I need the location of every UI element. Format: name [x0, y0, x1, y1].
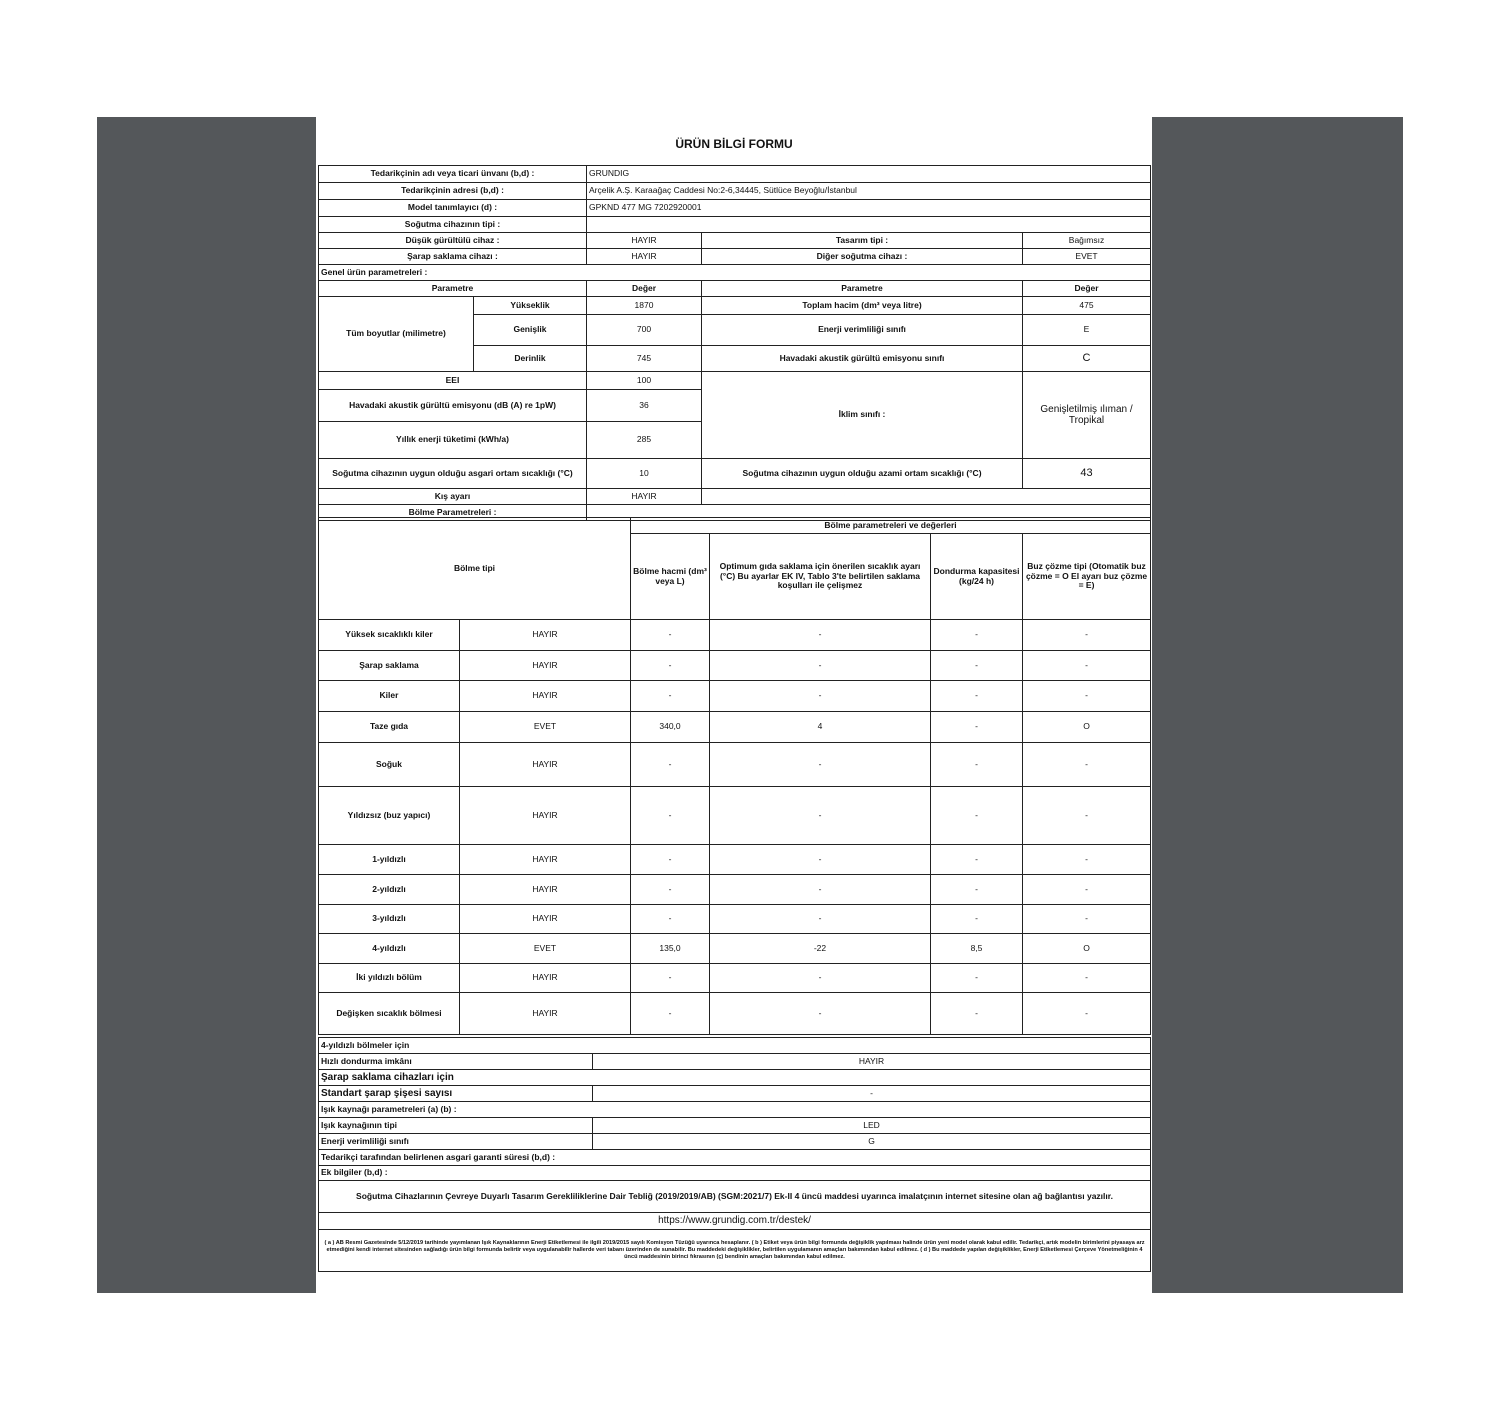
compartment-freeze: - [931, 964, 1023, 993]
compartment-present: HAYIR [460, 905, 631, 934]
light-section-label: Işık kaynağı parametreleri (a) (b) : [319, 1102, 1151, 1118]
compartment-freeze: - [931, 743, 1023, 787]
compartment-name: 3-yıldızlı [319, 905, 460, 934]
general-col-value-right: Değer [1023, 281, 1151, 297]
energy-class-label: Enerji verimliliği sınıfı [702, 315, 1023, 346]
wine-bottles-value: - [593, 1086, 1151, 1102]
compartment-defrost: - [1023, 993, 1151, 1035]
climate-class-value: Genişletilmiş ılıman / Tropikal [1023, 372, 1151, 459]
wine-section-label: Şarap saklama cihazları için [319, 1070, 1151, 1086]
compartment-freeze-header: Dondurma kapasitesi (kg/24 h) [931, 534, 1023, 620]
table-row [319, 620, 1151, 651]
table-row [319, 743, 1151, 787]
model-value: GPKND 477 MG 7202920001 [587, 200, 1151, 217]
compartment-defrost: - [1023, 681, 1151, 712]
compartment-defrost: - [1023, 620, 1151, 651]
compartment-present: EVET [460, 712, 631, 743]
compartment-freeze: - [931, 712, 1023, 743]
compartment-volume: - [631, 651, 710, 681]
compartment-defrost: - [1023, 743, 1151, 787]
low-noise-label: Düşük gürültülü cihaz : [319, 233, 587, 249]
compartment-defrost-header: Buz çözme tipi (Otomatik buz çözme = O El ayarı buz çözme = E) [1023, 534, 1151, 620]
additional-info-table [318, 1037, 1151, 1272]
compartment-name: Taze gıda [319, 712, 460, 743]
compartment-defrost: - [1023, 787, 1151, 845]
depth-value: 745 [587, 346, 702, 372]
max-temp-value: 43 [1023, 459, 1151, 489]
noise-class-label: Havadaki akustik gürültü emisyonu sınıfı [702, 346, 1023, 372]
compartment-freeze: - [931, 787, 1023, 845]
compartment-volume: - [631, 787, 710, 845]
light-class-value: G [593, 1134, 1151, 1150]
compartment-freeze: - [931, 905, 1023, 934]
depth-label: Derinlik [474, 346, 587, 372]
supplier-address-label: Tedarikçinin adresi (b,d) : [319, 183, 587, 200]
compartment-defrost: - [1023, 875, 1151, 905]
compartment-temp: 4 [710, 712, 931, 743]
table-row [319, 681, 1151, 712]
other-appliance-label: Diğer soğutma cihazı : [702, 249, 1023, 265]
compartment-volume: - [631, 681, 710, 712]
compartment-volume: - [631, 620, 710, 651]
compartment-temp: - [710, 964, 931, 993]
compartment-name: 2-yıldızlı [319, 875, 460, 905]
compartment-present: HAYIR [460, 743, 631, 787]
energy-class-value: E [1023, 315, 1151, 346]
compartment-freeze: - [931, 993, 1023, 1035]
table-row [319, 651, 1151, 681]
total-volume-label: Toplam hacim (dm³ veya litre) [702, 297, 1023, 315]
model-label: Model tanımlayıcı (d) : [319, 200, 587, 217]
height-label: Yükseklik [474, 297, 587, 315]
compartment-present: EVET [460, 934, 631, 964]
max-temp-label: Soğutma cihazının uygun olduğu azami ortam sıcaklığı (°C) [702, 459, 1023, 489]
compartment-defrost: - [1023, 905, 1151, 934]
compartment-freeze: 8,5 [931, 934, 1023, 964]
compartment-volume: - [631, 993, 710, 1035]
light-type-value: LED [593, 1118, 1151, 1134]
compartment-group-header: Bölme parametreleri ve değerleri [631, 518, 1151, 534]
compartment-present: HAYIR [460, 875, 631, 905]
extra-info-label: Ek bilgiler (b,d) : [319, 1166, 1151, 1181]
compartment-name: İki yıldızlı bölüm [319, 964, 460, 993]
climate-class-label: İklim sınıfı : [702, 372, 1023, 459]
annual-energy-value: 285 [587, 422, 702, 459]
other-appliance-value: EVET [1023, 249, 1151, 265]
noise-db-value: 36 [587, 390, 702, 422]
compartment-name: Yüksek sıcaklıklı kiler [319, 620, 460, 651]
compartment-temp: - [710, 787, 931, 845]
compartment-temp: - [710, 681, 931, 712]
compartment-temp: -22 [710, 934, 931, 964]
compartment-temp: - [710, 993, 931, 1035]
compartment-name: 4-yıldızlı [319, 934, 460, 964]
compartment-type-header: Bölme tipi [319, 518, 631, 620]
compartment-temp-header: Optimum gıda saklama için önerilen sıcaklık ayarı (°C) Bu ayarlar EK IV, Tablo 3'te belirtilen saklama koşulları ile çelişmez [710, 534, 931, 620]
low-noise-value: HAYIR [587, 233, 702, 249]
compartment-freeze: - [931, 620, 1023, 651]
table-row [319, 993, 1151, 1035]
compartment-temp: - [710, 905, 931, 934]
table-row [319, 934, 1151, 964]
wine-bottles-label: Standart şarap şişesi sayısı [319, 1086, 593, 1102]
compartment-temp: - [710, 620, 931, 651]
supplier-name-label: Tedarikçinin adı veya ticari ünvanı (b,d) : [319, 166, 587, 183]
fast-freeze-value: HAYIR [593, 1054, 1151, 1070]
general-col-param-right: Parametre [702, 281, 1023, 297]
table-row [319, 712, 1151, 743]
compartment-freeze: - [931, 875, 1023, 905]
supplier-address-value: Arçelik A.Ş. Karaağaç Caddesi No:2-6,34445, Sütlüce Beyoğlu/İstanbul [587, 183, 1151, 200]
total-volume-value: 475 [1023, 297, 1151, 315]
compartment-freeze: - [931, 681, 1023, 712]
width-value: 700 [587, 315, 702, 346]
compartment-present: HAYIR [460, 620, 631, 651]
eei-value: 100 [587, 372, 702, 390]
compartment-name: 1-yıldızlı [319, 845, 460, 875]
compartment-present: HAYIR [460, 964, 631, 993]
height-value: 1870 [587, 297, 702, 315]
design-type-label: Tasarım tipi : [702, 233, 1023, 249]
wine-storage-value: HAYIR [587, 249, 702, 265]
extra-info-note: Soğutma Cihazlarının Çevreye Duyarlı Tasarım Gerekliliklerine Dair Tebliğ (2019/2019/AB) (SGM:2021/7) Ek-II 4 üncü maddesi uyarınca imalatçının internet sitesine olan ağ bağlantısı yazılır. [319, 1181, 1151, 1213]
compartment-volume: 340,0 [631, 712, 710, 743]
appliance-type-label: Soğutma cihazının tipi : [319, 217, 587, 233]
compartment-present: HAYIR [460, 681, 631, 712]
compartment-volume: - [631, 743, 710, 787]
compartment-present: HAYIR [460, 787, 631, 845]
table-row [319, 964, 1151, 993]
compartment-temp: - [710, 875, 931, 905]
compartment-volume-header: Bölme hacmi (dm³ veya L) [631, 534, 710, 620]
general-col-param: Parametre [319, 281, 587, 297]
appliance-type-value [587, 217, 1151, 233]
compartment-name: Değişken sıcaklık bölmesi [319, 993, 460, 1035]
min-temp-label: Soğutma cihazının uygun olduğu asgari ortam sıcaklığı (°C) [319, 459, 587, 489]
compartment-volume: - [631, 875, 710, 905]
compartment-temp: - [710, 651, 931, 681]
compartment-defrost: - [1023, 845, 1151, 875]
dimensions-label: Tüm boyutlar (milimetre) [319, 297, 474, 372]
document-page [316, 117, 1152, 1293]
compartment-present: HAYIR [460, 993, 631, 1035]
wine-storage-label: Şarap saklama cihazı : [319, 249, 587, 265]
compartment-name: Yıldızsız (buz yapıcı) [319, 787, 460, 845]
compartment-name: Kiler [319, 681, 460, 712]
warranty-label: Tedarikçi tarafından belirlenen asgari garanti süresi (b,d) : [319, 1150, 1151, 1166]
table-row [319, 905, 1151, 934]
four-star-section-label: 4-yıldızlı bölmeler için [319, 1038, 1151, 1054]
noise-class-value: C [1023, 346, 1151, 372]
page-title: ÜRÜN BİLGİ FORMU [675, 137, 793, 151]
design-type-value: Bağımsız [1023, 233, 1151, 249]
compartment-temp: - [710, 845, 931, 875]
table-row [319, 845, 1151, 875]
general-col-value: Değer [587, 281, 702, 297]
compartment-defrost: - [1023, 964, 1151, 993]
support-url[interactable]: https://www.grundig.com.tr/destek/ [319, 1213, 1151, 1230]
compartment-freeze: - [931, 845, 1023, 875]
compartment-defrost: O [1023, 712, 1151, 743]
compartment-name: Şarap saklama [319, 651, 460, 681]
winter-setting-label: Kış ayarı [319, 489, 587, 505]
table-row [319, 875, 1151, 905]
table-row [319, 787, 1151, 845]
compartment-section-label: Bölme Parametreleri : [319, 505, 587, 521]
compartment-table [318, 517, 1151, 1035]
light-class-label: Enerji verimliliği sınıfı [319, 1134, 593, 1150]
footnote: ( a ) AB Resmi Gazetesinde 5/12/2019 tarihinde yayımlanan Işık Kaynaklarının Enerji Etiketlemesi ile ilgili 2019/2015 sayılı Komisyon Tüzüğü uyarınca hesaplanır. ( b ) Etiket veya ürün bilgi formunda değişiklik yapılması halinde ürün yeni model olarak kabul edilir. Tedarikçi, artık modelin birimlerini piyasaya arz etmediğini kendi internet sitesinden sağladığı ürün bilgi formunda belirtir veya uygulanabilir hallerde veri tabanı üzerinden de sunabilir. Bu maddedeki değişiklikler, belirtilen uygulamanın amaçları bakımından kabul edilmez. ( d ) Bu maddede yapılan değişiklikler, Enerji Etiketlemesi Çerçeve Yönetmeliğinin 4 üncü maddesinin birinci fıkrasının (ç) bendinin amaçları bakımından kabul edilmez. [319, 1230, 1151, 1272]
compartment-volume: - [631, 964, 710, 993]
eei-label: EEI [319, 372, 587, 390]
noise-db-label: Havadaki akustik gürültü emisyonu (dB (A) re 1pW) [319, 390, 587, 422]
compartment-present: HAYIR [460, 845, 631, 875]
fast-freeze-label: Hızlı dondurma imkânı [319, 1054, 593, 1070]
compartment-freeze: - [931, 651, 1023, 681]
general-section-label: Genel ürün parametreleri : [319, 265, 1151, 281]
winter-setting-empty [702, 489, 1151, 505]
annual-energy-label: Yıllık enerji tüketimi (kWh/a) [319, 422, 587, 459]
compartment-name: Soğuk [319, 743, 460, 787]
compartment-volume: 135,0 [631, 934, 710, 964]
compartment-volume: - [631, 905, 710, 934]
winter-setting-value: HAYIR [587, 489, 702, 505]
compartment-defrost: - [1023, 651, 1151, 681]
compartment-present: HAYIR [460, 651, 631, 681]
min-temp-value: 10 [587, 459, 702, 489]
compartment-defrost: O [1023, 934, 1151, 964]
compartment-volume: - [631, 845, 710, 875]
supplier-name-value: GRUNDIG [587, 166, 1151, 183]
compartment-temp: - [710, 743, 931, 787]
light-type-label: Işık kaynağının tipi [319, 1118, 593, 1134]
supplier-and-general-table [318, 165, 1151, 521]
width-label: Genişlik [474, 315, 587, 346]
